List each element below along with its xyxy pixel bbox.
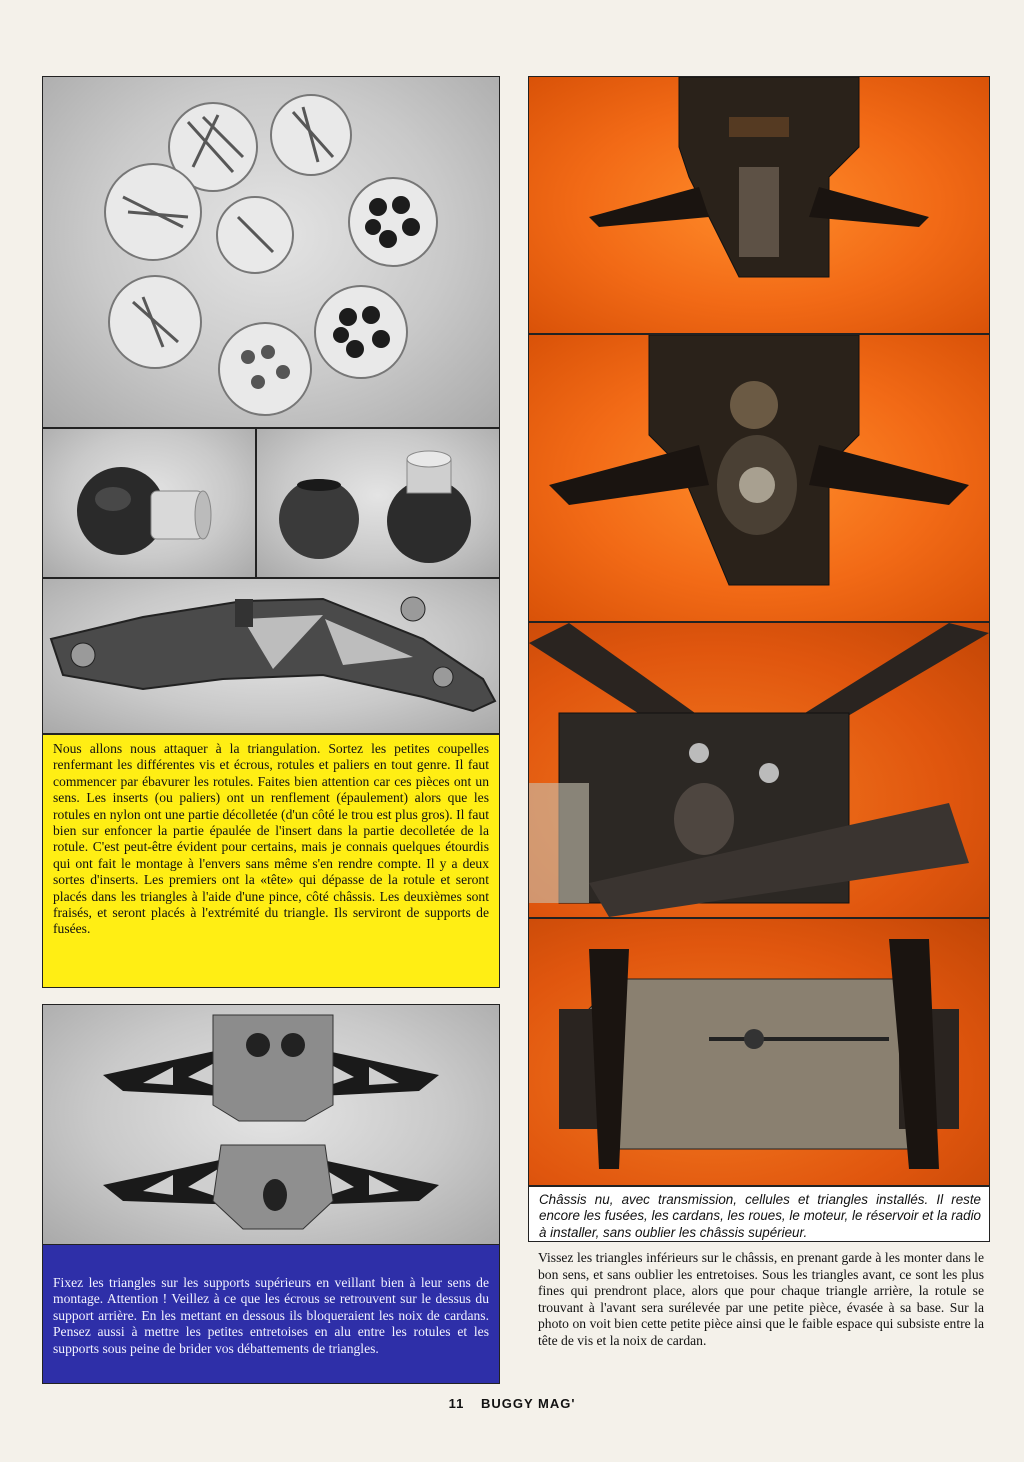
photo-two-balls <box>256 428 500 578</box>
photo-screw-bowls <box>42 76 500 428</box>
photo-triangle-arm <box>42 578 500 734</box>
page-footer <box>0 1396 1024 1411</box>
caption-triangulation: Nous allons nous attaquer à la triangulation. Sortez les petites coupelles renfermant les différentes vis et écrous, rotules et paliers en tout genre. Il faut commencer par ébavurer les rotules. Faites bien attention car ces pièces ont un sens. Les inserts (ou paliers) ont un renflement (épaulement) alors que les rotules en nylon ont une partie décolletée (d'un côté le trou est plus gros). Il faut bien sur enfoncer la partie épaulée de l'insert dans la partie decolletée de la rotule. C'est peut-être évident pour certains, mais je connais quelques étourdis qui ont fait le montage à l'envers sans même s'en rendre compte. Il y a deux sortes d'inserts. Les premiers ont la «tête» qui dépasse de la rotule et seront placés dans les triangles à l'aide d'une pince, côté châssis. Les deuxièmes sont fraisés, et seront placés à l'extrémité du triangle. Ils serviront de supports de fusées. <box>42 734 500 988</box>
page-number: 11 <box>448 1396 465 1411</box>
caption-chassis: Châssis nu, avec transmission, cellules et triangles installés. Il reste encore les fusées, les cardans, les roues, le moteur, le réservoir et la radio à installer, sans oublier les châssis supérieur. <box>528 1186 990 1242</box>
caption-supports: Fixez les triangles sur les supports supérieurs en veillant bien à leur sens de montage. Attention ! Veillez à ce que les écrous se retrouvent sur le dessus du support arrière. En les mettant en dessous ils bloqueraient les noix de cardans. Pensez aussi à mettre les petites entretoises en alu entre les rotules et les supports sous peine de brider vos débattements de triangles. <box>42 1244 500 1384</box>
photo-ball-insert <box>42 428 256 578</box>
photo-triangles-plates <box>42 1004 500 1246</box>
magazine-name: BUGGY MAG' <box>480 1396 576 1411</box>
photo-closeup-cardan <box>528 622 990 918</box>
photo-rear-triangle-top <box>528 76 990 334</box>
body-vissez: Vissez les triangles inférieurs sur le châssis, en prenant garde à les monter dans le bon sens, et sans oublier les entretoises. Sous les triangles avant, ce sont les plus fines qui prendront place, alors que pour chaque triangle arrière, la rotule se trouvant à l'avant sera surélevée par une petite pièce, évasée à sa base. Sur la photo on voit bien cette petite pièce ainsi que le faible espace qui subsiste entre la tête de vis et la noix de cardan. <box>538 1250 984 1348</box>
photo-rear-triangle-diff <box>528 334 990 622</box>
photo-chassis-full <box>528 918 990 1186</box>
